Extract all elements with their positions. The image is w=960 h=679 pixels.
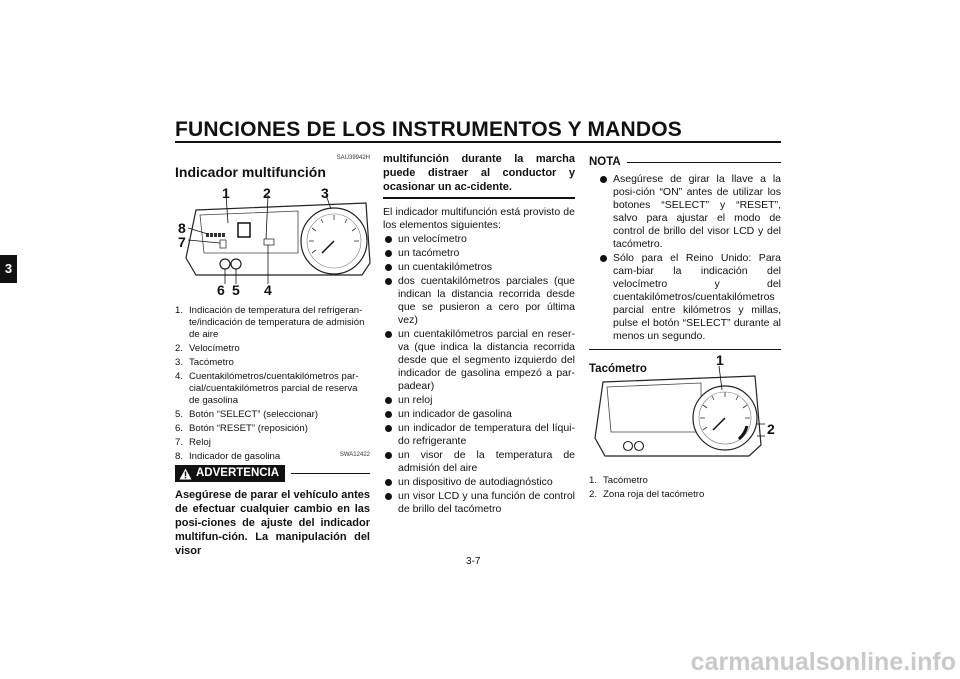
caption-item: 4. Cuentakilómetros/cuentakilómetros par-cial/cuentakilómetros parcial de reserva de gasolina bbox=[175, 371, 359, 406]
page-number: 3-7 bbox=[466, 556, 481, 567]
note-item: Sólo para el Reino Unido: Para cam-biar la indicación del velocímetro y del cuentakilómetros/cuentakilómetros parcial entre kilómetros y millas, pulse el botón “SELECT” durante al menos un segundo. bbox=[598, 252, 781, 343]
figure-label: 4 bbox=[264, 282, 272, 298]
caption-item: 5. Botón “SELECT” (seleccionar) bbox=[175, 409, 319, 420]
left-column bbox=[175, 152, 370, 179]
warning-header bbox=[175, 465, 370, 482]
figure-label: 6 bbox=[217, 282, 225, 298]
left-captions bbox=[175, 305, 370, 465]
list-item: un indicador de gasolina bbox=[383, 408, 575, 421]
tachometer-figure bbox=[589, 350, 785, 468]
right-captions bbox=[589, 475, 781, 503]
caption-item: 7. Reloj bbox=[175, 437, 211, 448]
list-item: un cuentakilómetros parcial en reser-va (que indica la distancia recorrida desde que el segmento izquierdo del indicador de gasolina empezó a par-padear) bbox=[383, 328, 575, 393]
features-list bbox=[383, 233, 575, 516]
header-rule bbox=[175, 141, 781, 143]
right-column bbox=[589, 156, 781, 376]
nota-list bbox=[589, 173, 781, 343]
warning-label-box bbox=[175, 465, 285, 482]
middle-column bbox=[383, 152, 575, 517]
warning-block bbox=[175, 449, 370, 558]
figure-label: 8 bbox=[178, 220, 186, 236]
page-header-title: FUNCIONES DE LOS INSTRUMENTOS Y MANDOS bbox=[175, 118, 682, 141]
warning-text-continued: multifunción durante la marcha puede distraer al conductor y ocasionar un ac-cidente. bbox=[383, 153, 575, 193]
note-item: Asegúrese de girar la llave a la posi-ción “ON” antes de utilizar los botones “SELECT” y “RESET”, salvo para ajustar el modo de control de brillo del visor LCD y del tacómetro. bbox=[598, 173, 781, 251]
warning-triangle-icon bbox=[179, 468, 192, 480]
figure-label: 2 bbox=[263, 185, 271, 201]
figure-label: 2 bbox=[767, 421, 775, 437]
list-item: un visor de la temperatura de admisión del aire bbox=[383, 449, 575, 475]
figure-label: 7 bbox=[178, 234, 186, 250]
caption-item: 2. Zona roja del tacómetro bbox=[589, 489, 705, 500]
list-item: un reloj bbox=[383, 394, 575, 407]
section-title: Indicador multifunción bbox=[175, 164, 326, 180]
caption-item: 6. Botón “RESET” (reposición) bbox=[175, 423, 308, 434]
chapter-tab: 3 bbox=[0, 255, 17, 283]
nota-header bbox=[589, 156, 781, 169]
caption-item: 3. Tacómetro bbox=[175, 357, 234, 368]
instrument-cluster-figure bbox=[176, 183, 372, 298]
caption-item: 2. Velocímetro bbox=[175, 343, 240, 354]
caption-item: 1. Tacómetro bbox=[589, 475, 648, 486]
warning-end-rule bbox=[383, 197, 575, 199]
list-item: un visor LCD y una función de control de brillo del tacómetro bbox=[383, 490, 575, 516]
list-item: un dispositivo de autodiagnóstico bbox=[383, 476, 575, 489]
list-item: dos cuentakilómetros parciales (que indican la distancia recorrida desde que se pusieron a cero por última vez) bbox=[383, 275, 575, 327]
intro-paragraph: El indicador multifunción está provisto de los elementos siguientes: bbox=[383, 205, 575, 231]
figure-label: 1 bbox=[716, 352, 724, 368]
list-item: un indicador de temperatura del líqui-do refrigerante bbox=[383, 422, 575, 448]
tachometer-title: Tacómetro bbox=[589, 363, 647, 375]
caption-item: 8. Indicador de gasolina bbox=[175, 451, 281, 462]
list-item: un cuentakilómetros bbox=[383, 261, 575, 274]
list-item: un tacómetro bbox=[383, 247, 575, 260]
figure-label: 5 bbox=[232, 282, 240, 298]
figure-label: 1 bbox=[222, 185, 230, 201]
warning-label: ADVERTENCIA bbox=[196, 467, 280, 479]
figure-label: 3 bbox=[321, 185, 329, 201]
caption-item: 1. Indicación de temperatura del refrigeran-te/indicación de temperatura de admisión de aire bbox=[175, 305, 365, 340]
watermark: carmanualsonline.info bbox=[690, 648, 956, 676]
section-code: SAU39942H bbox=[336, 155, 370, 161]
nota-label: NOTA bbox=[589, 156, 621, 168]
warning-code: SWA12422 bbox=[339, 452, 370, 458]
list-item: un velocímetro bbox=[383, 233, 575, 246]
warning-text: Asegúrese de parar el vehículo antes de efectuar cualquier cambio en las posi-ciones de ajuste del indicador multifun-ción. La manipulación del visor bbox=[175, 489, 370, 557]
